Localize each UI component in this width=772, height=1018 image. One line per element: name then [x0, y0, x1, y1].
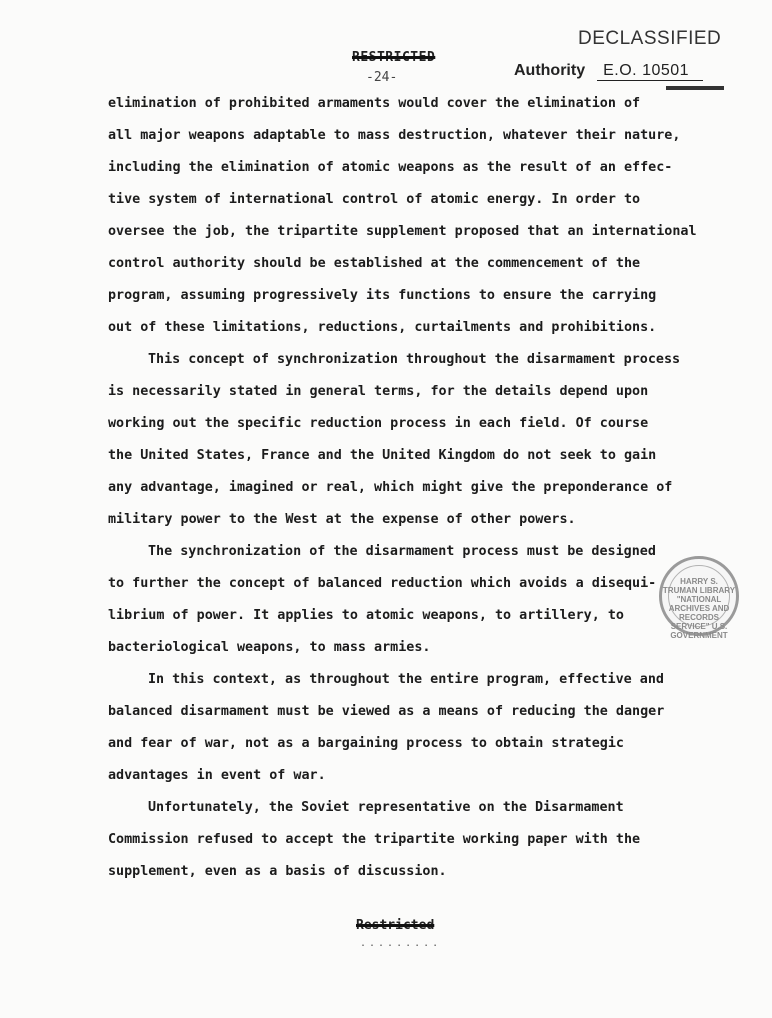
text-line: This concept of synchronization throughout the disarmament process [148, 352, 681, 367]
footer-dots: ......... [360, 938, 442, 949]
declassified-marking: DECLASSIFIED [578, 28, 722, 49]
text-line: is necessarily stated in general terms, for the details depend upon [108, 384, 649, 399]
stamp-text: HARRY S. TRUMAN LIBRARY "NATIONAL ARCHIVES AND RECORDS SERVICE" U.S. GOVERNMENT [662, 577, 736, 640]
text-line: oversee the job, the tripartite supplement proposed that an international [108, 224, 697, 239]
text-line: to further the concept of balanced reduction which avoids a disequi- [108, 576, 657, 591]
text-line: all major weapons adaptable to mass destruction, whatever their nature, [108, 128, 681, 143]
authority-marking [514, 62, 703, 81]
text-line: elimination of prohibited armaments would cover the elimination of [108, 96, 641, 111]
text-line: bacteriological weapons, to mass armies. [108, 640, 431, 655]
text-line: including the elimination of atomic weapons as the result of an effec- [108, 160, 673, 175]
text-line: balanced disarmament must be viewed as a means of reducing the danger [108, 704, 665, 719]
document-body [108, 94, 728, 894]
text-line: out of these limitations, reductions, curtailments and prohibitions. [108, 320, 657, 335]
authority-label: Authority [514, 62, 586, 79]
text-line: advantages in event of war. [108, 768, 326, 783]
text-line: program, assuming progressively its functions to ensure the carrying [108, 288, 657, 303]
text-line: any advantage, imagined or real, which might give the preponderance of [108, 480, 673, 495]
text-line: librium of power. It applies to atomic weapons, to artillery, to [108, 608, 624, 623]
text-line: and fear of war, not as a bargaining process to obtain strategic [108, 736, 624, 751]
text-line: The synchronization of the disarmament process must be designed [148, 544, 656, 559]
authority-bar [666, 86, 724, 90]
text-line: tive system of international control of atomic energy. In order to [108, 192, 641, 207]
text-line: Commission refused to accept the tripartite working paper with the [108, 832, 641, 847]
text-line: working out the specific reduction process in each field. Of course [108, 416, 649, 431]
text-line: supplement, even as a basis of discussion. [108, 864, 447, 879]
text-line: Unfortunately, the Soviet representative on the Disarmament [148, 800, 624, 815]
classification-top: RESTRICTED [352, 50, 436, 65]
text-line: control authority should be established at the commencement of the [108, 256, 641, 271]
page-number: -24- [366, 70, 398, 85]
text-line: the United States, France and the United Kingdom do not seek to gain [108, 448, 657, 463]
text-line: In this context, as throughout the entire program, effective and [148, 672, 664, 687]
text-line: military power to the West at the expense of other powers. [108, 512, 576, 527]
classification-bottom: Restricted [356, 918, 435, 933]
authority-value: E.O. 10501 [597, 62, 703, 81]
archive-stamp [659, 556, 739, 640]
